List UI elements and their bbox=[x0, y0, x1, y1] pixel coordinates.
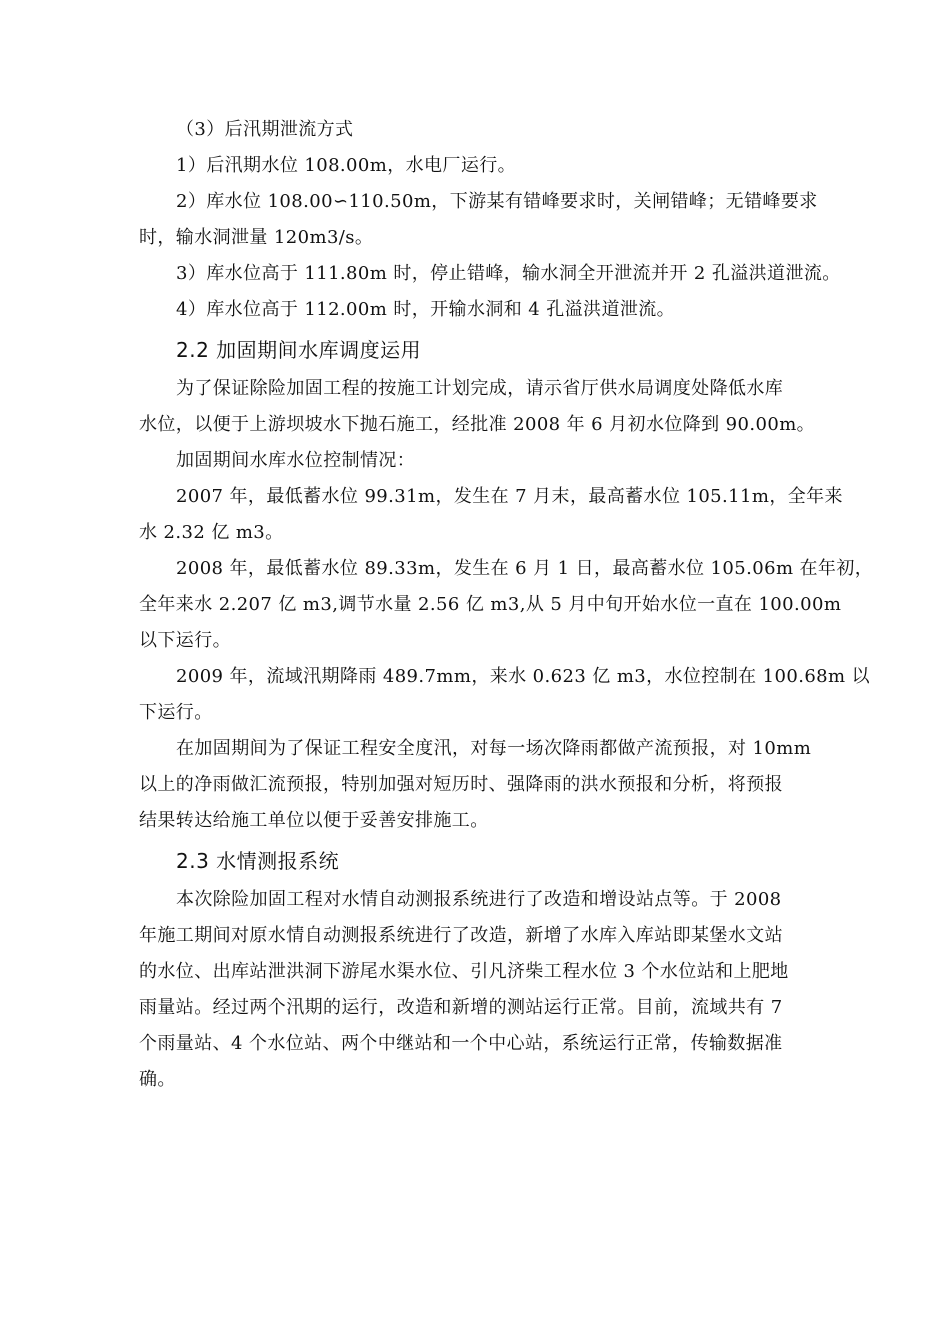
paragraph-line: 2008 年，最低蓄水位 89.33m，发生在 6 月 1 日，最高蓄水位 105.06m 在年初， bbox=[176, 558, 874, 579]
subsection-title: （3）后汛期泄流方式 bbox=[176, 119, 354, 140]
paragraph-line: 以下运行。 bbox=[139, 630, 231, 651]
list-item: 4）库水位高于 112.00m 时，开输水洞和 4 孔溢洪道泄流。 bbox=[176, 299, 676, 320]
list-item: 1）后汛期水位 108.00m，水电厂运行。 bbox=[176, 155, 517, 176]
paragraph-line: 本次除险加固工程对水情自动测报系统进行了改造和增设站点等。于 2008 bbox=[176, 889, 782, 910]
list-item-continuation: 时，输水洞泄量 120m3/s。 bbox=[139, 227, 374, 248]
paragraph-line: 在加固期间为了保证工程安全度汛，对每一场次降雨都做产流预报，对 10mm bbox=[176, 738, 812, 759]
paragraph-line: 水位，以便于上游坝坡水下抛石施工，经批准 2008 年 6 月初水位降到 90.00m。 bbox=[139, 414, 816, 435]
document-body bbox=[139, 112, 874, 1098]
paragraph-line: 加固期间水库水位控制情况： bbox=[176, 450, 416, 471]
paragraph-line: 确。 bbox=[139, 1069, 176, 1090]
paragraph-line: 的水位、出库站泄洪洞下游尾水渠水位、引凡济柴工程水位 3 个水位站和上肥地 bbox=[139, 961, 789, 982]
paragraph-line: 雨量站。经过两个汛期的运行，改造和新增的测站运行正常。目前，流域共有 7 bbox=[139, 997, 783, 1018]
paragraph-line: 个雨量站、4 个水位站、两个中继站和一个中心站，系统运行正常，传输数据准 bbox=[139, 1033, 783, 1054]
paragraph-line: 水 2.32 亿 m3。 bbox=[139, 522, 284, 543]
paragraph-line: 下运行。 bbox=[139, 702, 213, 723]
list-item: 3）库水位高于 111.80m 时，停止错峰，输水洞全开泄流并开 2 孔溢洪道泄流。 bbox=[176, 263, 841, 284]
paragraph-line: 2007 年，最低蓄水位 99.31m，发生在 7 月末，最高蓄水位 105.11m，全年来 bbox=[176, 486, 843, 507]
section-heading: 2.3 水情测报系统 bbox=[176, 849, 340, 873]
paragraph-line: 年施工期间对原水情自动测报系统进行了改造，新增了水库入库站即某堡水文站 bbox=[139, 925, 783, 946]
paragraph-line: 结果转达给施工单位以便于妥善安排施工。 bbox=[139, 810, 489, 831]
paragraph-line: 为了保证除险加固工程的按施工计划完成，请示省厅供水局调度处降低水库 bbox=[176, 378, 784, 399]
paragraph-line: 全年来水 2.207 亿 m3,调节水量 2.56 亿 m3,从 5 月中旬开始水位一直在 100.00m bbox=[139, 594, 842, 615]
list-item: 2）库水位 108.00∽110.50m，下游某有错峰要求时，关闸错峰；无错峰要求 bbox=[176, 191, 818, 212]
paragraph-line: 2009 年，流域汛期降雨 489.7mm，来水 0.623 亿 m3，水位控制在 100.68m 以 bbox=[176, 666, 871, 687]
paragraph-line: 以上的净雨做汇流预报，特别加强对短历时、强降雨的洪水预报和分析，将预报 bbox=[139, 774, 783, 795]
section-heading: 2.2 加固期间水库调度运用 bbox=[176, 338, 422, 362]
